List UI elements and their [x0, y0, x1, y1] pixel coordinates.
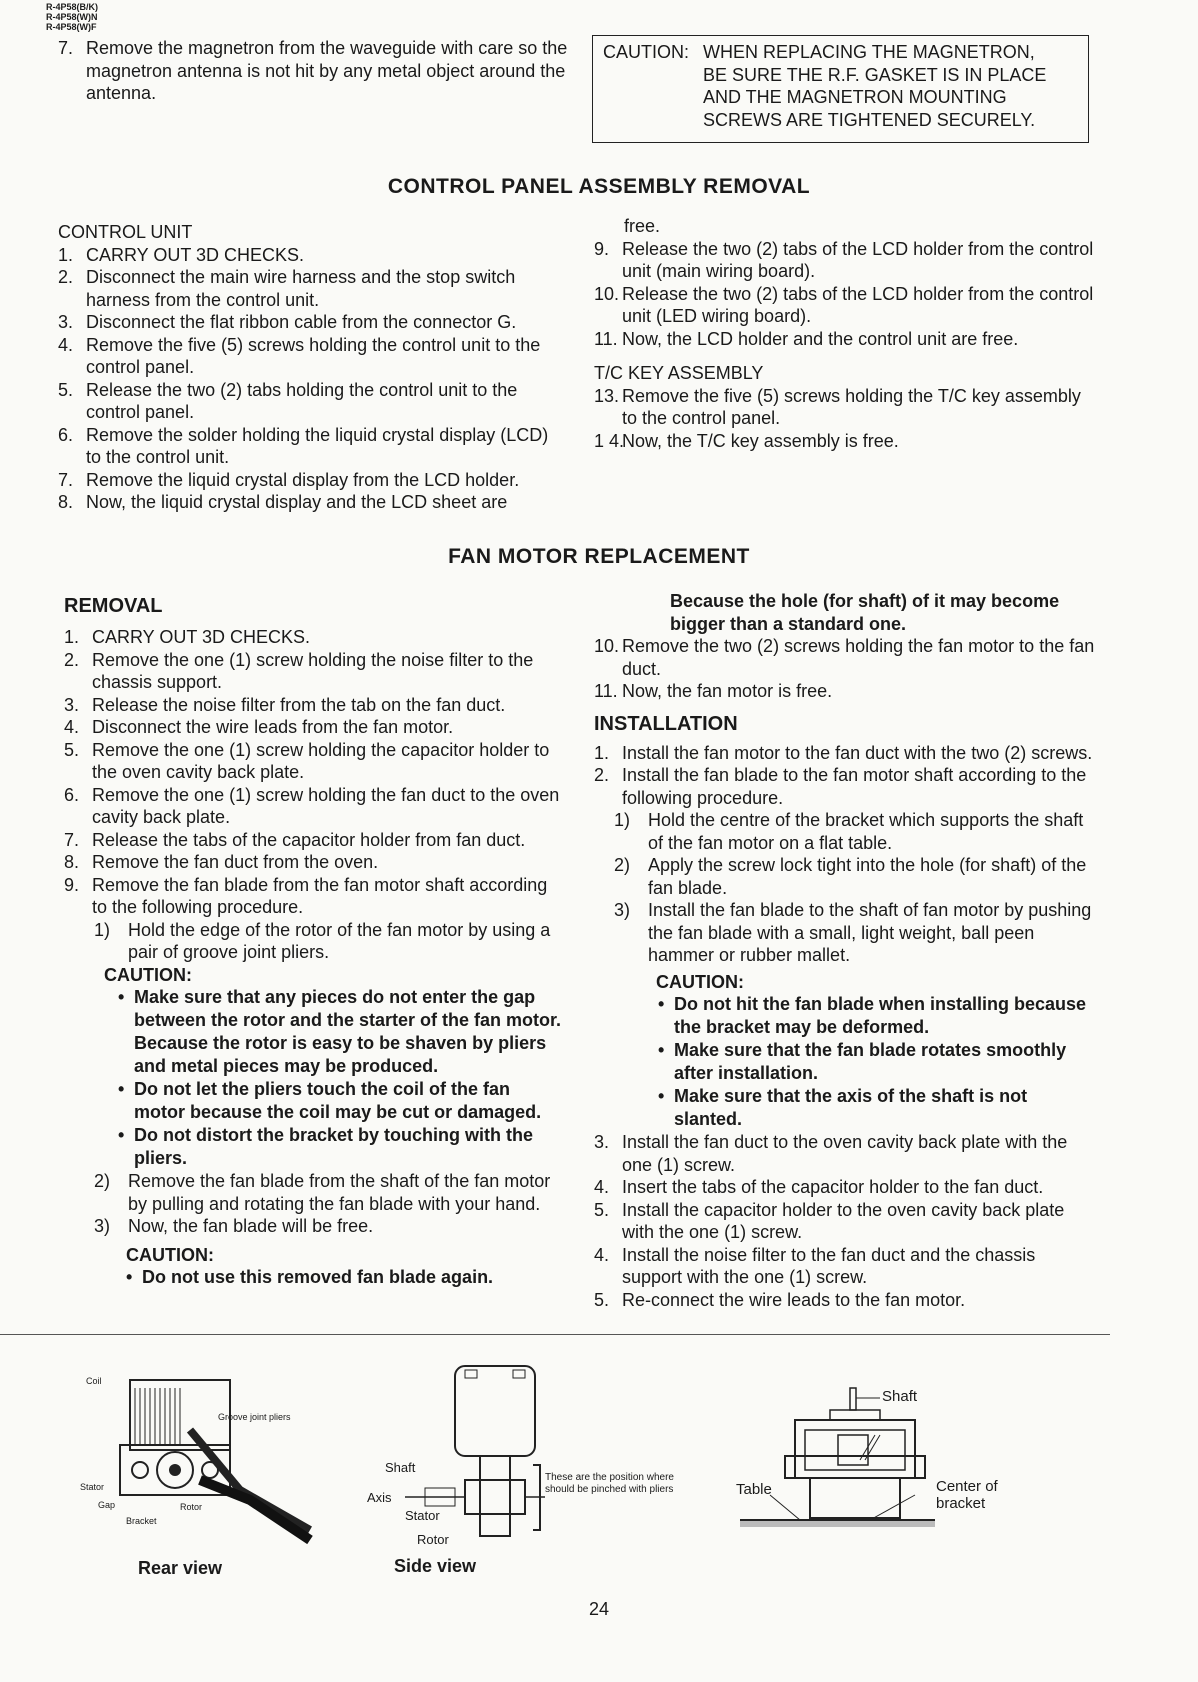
installation-sub-steps: [614, 809, 1100, 967]
label-bracket: Bracket: [126, 1516, 157, 1526]
caution-bullet: • Do not hit the fan blade when installing because the bracket may be deformed.: [658, 994, 1087, 1037]
sub-number: 1): [94, 919, 111, 940]
step-item: [64, 874, 564, 919]
step-number: 11.: [594, 328, 618, 349]
step-item: [594, 1131, 1100, 1176]
step-text: Now, the LCD holder and the control unit are free.: [622, 328, 1019, 349]
step-number: 5.: [58, 379, 74, 400]
caution-label: CAUTION:: [104, 964, 192, 985]
caution-label-2: CAUTION:: [126, 1244, 214, 1265]
step-item: [58, 379, 560, 424]
step-number: 3.: [594, 1132, 610, 1152]
step-item: [64, 626, 564, 649]
step-number: 6.: [58, 424, 74, 445]
caution-label: CAUTION:: [603, 42, 690, 62]
step-text: Apply the screw lock tight into the hole (for shaft) of the fan blade.: [648, 855, 1087, 898]
step-number: 1 4.: [594, 430, 625, 451]
step-item: [614, 809, 1100, 854]
sub-text: Hold the edge of the rotor of the fan motor by using a pair of groove joint pliers.: [128, 919, 551, 962]
step-text: Install the fan blade to the shaft of fan motor by pushing the fan blade with a small, light weight, ball peen hammer or rubber mallet.: [648, 900, 1092, 965]
removal-sub-3: [94, 1215, 564, 1238]
step-text: Remove the one (1) screw holding the noise filter to the chassis support.: [92, 649, 534, 692]
sub-number: 2): [94, 1171, 111, 1191]
step-item: [594, 680, 1100, 703]
step-text: Now, the liquid crystal display and the LCD sheet are: [86, 492, 508, 512]
step-number: 1.: [64, 627, 80, 647]
label-stator: Stator: [405, 1508, 440, 1523]
installation-heading: INSTALLATION: [594, 712, 738, 735]
side-view-caption: Side view: [394, 1556, 477, 1576]
control-unit-continued: [594, 215, 1096, 452]
step-item: [58, 334, 560, 379]
step-item: [64, 851, 564, 874]
step-number: 4.: [594, 1244, 610, 1265]
step-text: Remove the liquid crystal display from the LCD holder.: [86, 469, 520, 490]
step-text: Release the noise filter from the tab on the fan duct.: [92, 694, 506, 715]
step-number: 2.: [64, 649, 80, 670]
removal-sub-1: [94, 919, 564, 964]
step-text: Remove the solder holding the liquid crystal display (LCD) to the control unit.: [86, 424, 549, 467]
label-pinch-note: These are the position where should be pinched with pliers: [545, 1472, 674, 1495]
step-text: Release the two (2) tabs holding the control unit to the control panel.: [86, 379, 518, 422]
step-text: Disconnect the wire leads from the fan motor.: [92, 717, 454, 737]
label-groove-pliers: Groove joint pliers: [218, 1412, 291, 1422]
step-item: [594, 385, 1096, 430]
fan-right-section: [594, 590, 1100, 1311]
caution-bullet: • Do not use this removed fan blade again.: [126, 1267, 494, 1287]
step-number: 8.: [64, 852, 80, 872]
step-number: 2): [614, 855, 631, 875]
removal-sub-2: [94, 1170, 564, 1215]
step-text: Disconnect the flat ribbon cable from the connector G.: [86, 312, 517, 332]
step-item: [64, 649, 564, 694]
caution-bullets: [114, 986, 564, 1170]
step-item: [594, 1244, 1100, 1289]
step-item: [58, 266, 560, 311]
control-unit-section: [58, 221, 560, 514]
step-item: [58, 311, 560, 334]
step-text: Remove the magnetron from the waveguide with care so the magnetron antenna is not hit by any metal object around the antenna.: [86, 38, 568, 103]
step-item: [594, 1176, 1100, 1199]
step-number: 1.: [58, 244, 74, 265]
label-stator: Stator: [80, 1482, 105, 1492]
step-number: 4.: [594, 1177, 610, 1197]
label-table: Table: [736, 1481, 772, 1498]
step-text: Install the fan duct to the oven cavity back plate with the one (1) screw.: [622, 1132, 1068, 1175]
step-number: 5.: [64, 739, 80, 760]
right-bold-note: Because the hole (for shaft) of it may become bigger than a standard one.: [670, 591, 1060, 634]
bullet-text: Make sure that the axis of the shaft is not slanted.: [674, 1086, 1028, 1129]
tc-key-steps: [594, 385, 1096, 453]
rear-view-caption: Rear view: [138, 1558, 223, 1578]
step-number: 13.: [594, 385, 620, 406]
caution-line: SCREWS ARE TIGHTENED SECURELY.: [703, 109, 1036, 130]
step-item: [594, 764, 1100, 809]
caution-text: [703, 41, 1083, 131]
label-axis: Axis: [367, 1490, 392, 1505]
step-text: Install the noise filter to the fan duct and the chassis support with the one (1) screw.: [622, 1244, 1036, 1287]
label-shaft: Shaft: [385, 1460, 416, 1475]
step-number: 9.: [594, 238, 610, 259]
step-text: Remove the one (1) screw holding the capacitor holder to the oven cavity back plate.: [92, 739, 550, 782]
step-text: Release the two (2) tabs of the LCD holder from the control unit (main wiring board).: [622, 238, 1094, 281]
bullet-text: Do not let the pliers touch the coil of the fan motor because the coil may be cut or damaged.: [134, 1079, 542, 1122]
step-text: Remove the fan blade from the fan motor shaft according to the following procedure.: [92, 874, 548, 917]
label-center-bracket: Center of bracket: [936, 1478, 998, 1512]
step-item: [594, 1199, 1100, 1244]
step-number: 7.: [58, 38, 74, 58]
caution-line: BE SURE THE R.F. GASKET IS IN PLACE: [703, 64, 1047, 85]
caution-bullet: • Do not distort the bracket by touching with the pliers.: [118, 1125, 533, 1168]
step-text: CARRY OUT 3D CHECKS.: [86, 244, 305, 265]
step-number: 1): [614, 810, 631, 830]
step-text: Now, the fan motor is free.: [622, 681, 833, 701]
step-item: [64, 784, 564, 829]
magnetron-step-7: [58, 37, 586, 105]
model-number: R-4P58(B/K): [46, 2, 99, 12]
step-number: 10.: [594, 283, 620, 304]
label-rotor: Rotor: [180, 1502, 203, 1512]
bullet-text: Make sure that any pieces do not enter the gap between the rotor and the starter of the fan motor. Because the rotor is easy to be shaven by pliers and metal pieces may be produced.: [134, 987, 562, 1076]
step-item: [58, 491, 560, 514]
step-text: Insert the tabs of the capacitor holder to the fan duct.: [622, 1177, 1044, 1197]
step-number: 9.: [64, 874, 80, 895]
control-unit-heading: CONTROL UNIT: [58, 222, 193, 242]
removal-heading: REMOVAL: [64, 595, 163, 617]
continued-free: free.: [624, 216, 661, 236]
caution-bullet: • Make sure that the fan blade rotates smoothly after installation.: [658, 1040, 1067, 1083]
control-panel-title: CONTROL PANEL ASSEMBLY REMOVAL: [387, 175, 811, 198]
step-number: 7.: [58, 469, 74, 490]
step-number: 6.: [64, 784, 80, 805]
step-number: 11.: [594, 681, 618, 701]
caution-line: AND THE MAGNETRON MOUNTING: [703, 87, 1007, 107]
caution-line: WHEN REPLACING THE MAGNETRON,: [703, 42, 1035, 62]
model-numbers: [46, 2, 98, 32]
installation-diagram: [730, 1370, 1030, 1540]
step-text: Install the fan blade to the fan motor shaft according to the following procedure.: [622, 765, 1087, 808]
installation-steps: [594, 742, 1100, 810]
caution-bullets-3: [654, 993, 1100, 1131]
step-number: 4.: [64, 717, 80, 737]
step-text: Install the fan motor to the fan duct with the two (2) screws.: [622, 742, 1093, 763]
step-text: Release the tabs of the capacitor holder from fan duct.: [92, 829, 526, 850]
label-coil: Coil: [86, 1376, 102, 1386]
step-item: [614, 899, 1100, 967]
step-item: [64, 716, 564, 739]
step-item: [594, 635, 1100, 680]
step-item: [614, 854, 1100, 899]
bullet-text: Make sure that the fan blade rotates smoothly after installation.: [674, 1040, 1067, 1083]
step-number: 2.: [58, 267, 74, 287]
installation-figure: [730, 1370, 1030, 1540]
step-item: [594, 742, 1100, 765]
control-unit-steps-right: [594, 238, 1096, 351]
bullet-text: Do not use this removed fan blade again.: [142, 1267, 494, 1287]
step-text: Remove the fan duct from the oven.: [92, 852, 379, 872]
step-text: Hold the centre of the bracket which supports the shaft of the fan motor on a flat table.: [648, 810, 1084, 853]
page-number: 24: [588, 1599, 610, 1619]
step-number: 5.: [594, 1199, 610, 1220]
model-number: R-4P58(W)N: [46, 12, 98, 22]
step-item: [58, 469, 560, 492]
step-item: [58, 424, 560, 469]
bullet-text: Do not distort the bracket by touching with the pliers.: [134, 1125, 533, 1168]
step-number: 3): [614, 900, 631, 920]
section-divider: [0, 1334, 1110, 1335]
magnetron-caution-box: [592, 35, 1089, 143]
step-item: [64, 694, 564, 717]
step-text: Remove the five (5) screws holding the T/C key assembly to the control panel.: [622, 385, 1081, 428]
caution-label-3: CAUTION:: [656, 971, 744, 992]
label-gap: Gap: [98, 1500, 116, 1510]
removal-steps: [64, 626, 564, 919]
step-number: 7.: [64, 829, 80, 850]
sub-text: Remove the fan blade from the shaft of the fan motor by pulling and rotating the fan blade with your hand.: [128, 1171, 551, 1214]
model-number: R-4P58(W)F: [46, 22, 97, 32]
fan-removal-section: [64, 595, 564, 1289]
label-shaft: Shaft: [882, 1388, 918, 1405]
step-number: 4.: [58, 334, 74, 355]
step-item: [64, 739, 564, 784]
step-text: CARRY OUT 3D CHECKS.: [92, 627, 311, 647]
installation-steps-2: [594, 1131, 1100, 1311]
step-item: [594, 238, 1096, 283]
step-item: [58, 244, 560, 267]
step-text: Remove the five (5) screws holding the control unit to the control panel.: [86, 334, 541, 377]
step-text: Re-connect the wire leads to the fan motor.: [622, 1289, 966, 1310]
caution-bullet: • Do not let the pliers touch the coil of the fan motor because the coil may be cut or damaged.: [118, 1079, 542, 1122]
step-number: 2.: [594, 765, 610, 785]
caution-bullet: • Make sure that any pieces do not enter the gap between the rotor and the starter of the fan motor. Because the rotor is easy to be shaven by pliers and metal pieces may be produced.: [118, 987, 562, 1076]
step-number: 1.: [594, 742, 610, 763]
tc-key-heading: T/C KEY ASSEMBLY: [594, 363, 764, 383]
label-rotor: Rotor: [417, 1532, 449, 1547]
caution-bullet: • Make sure that the axis of the shaft is not slanted.: [658, 1086, 1028, 1129]
step-text: Install the capacitor holder to the oven cavity back plate with the one (1) screw.: [622, 1199, 1065, 1242]
step-number: 8.: [58, 492, 74, 512]
side-view-figure: [365, 1360, 685, 1550]
right-removal-steps: [594, 635, 1100, 703]
bullet-text: Do not hit the fan blade when installing because the bracket may be deformed.: [674, 994, 1087, 1037]
rear-view-diagram: [80, 1370, 330, 1550]
step-item: [64, 829, 564, 852]
step-number: 3.: [64, 694, 80, 715]
control-unit-steps: [58, 244, 560, 514]
step-text: Release the two (2) tabs of the LCD holder from the control unit (LED wiring board).: [622, 283, 1094, 326]
sub-text: Now, the fan blade will be free.: [128, 1216, 374, 1236]
step-text: Disconnect the main wire harness and the stop switch harness from the control unit.: [86, 267, 516, 310]
step-number: 3.: [58, 312, 74, 332]
step-text: Now, the T/C key assembly is free.: [622, 430, 899, 451]
step-item: [594, 328, 1096, 351]
step-item: [594, 430, 1096, 453]
sub-number: 3): [94, 1216, 111, 1236]
step-item: [594, 283, 1096, 328]
step-text: Remove the one (1) screw holding the fan duct to the oven cavity back plate.: [92, 784, 560, 827]
fan-motor-title: FAN MOTOR REPLACEMENT: [448, 545, 750, 568]
step-text: Remove the two (2) screws holding the fan motor to the fan duct.: [622, 636, 1095, 679]
rear-view-figure: [80, 1370, 330, 1550]
step-number: 5.: [594, 1289, 610, 1310]
step-item: [594, 1289, 1100, 1312]
step-number: 10.: [594, 636, 620, 656]
